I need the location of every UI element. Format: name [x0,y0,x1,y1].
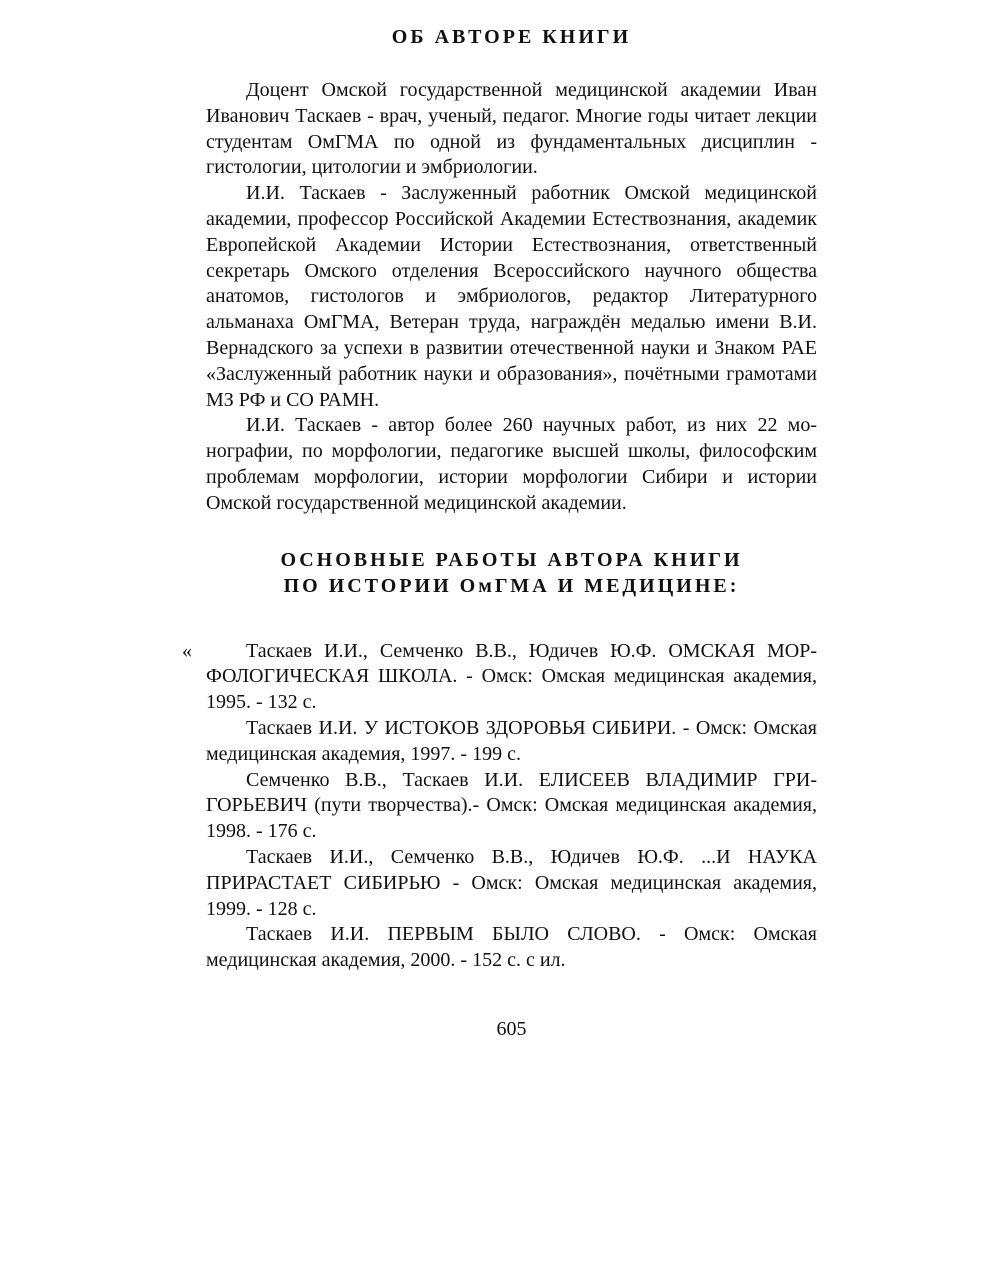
works-title [206,547,817,599]
about-paragraph: Доцент Омской государственной медицинской академии Иван Иванович Таскаев - врач, ученый, педагог. Многие годы читает лекции студентам ОмГМА по одной из фундаментальных дисциплин - гистологии, цитологии и эмбриологии. [206,79,817,179]
works-list-item: Таскаев И.И., Семченко В.В., Юдичев Ю.Ф. ...И НАУКА ПРИРАСТАЕТ СИБИРЬЮ - Омск: Омская медицинская академия, 1999. - 128 с. [206,845,817,920]
works-list-item: Таскаев И.И. У ИСТОКОВ ЗДОРОВЬЯ СИБИРИ. - Омск: Омская медицинская академия, 1997. - 199 с. [206,716,817,765]
page-number: 605 [496,1017,527,1040]
works-list-item: Таскаев И.И., Семченко В.В., Юдичев Ю.Ф. ОМСКАЯ МОРФОЛОГИЧЕСКАЯ ШКОЛА. - Омск: Омская медицинская академия, 1995. - 132 с. [206,639,817,714]
about-title: ОБ АВТОРЕ КНИГИ [391,26,632,48]
about-paragraph: И.И. Таскаев - автор более 260 научных работ, из них 22 монографии, по морфологии, педагогике высшей школы, философским проблемам морфологии, истории морфологии Сибири и истории Омской государственной медицинской академии. [206,414,817,514]
about-section [206,78,817,517]
works-list-item: Семченко В.В., Таскаев И.И. ЕЛИСЕЕВ ВЛАДИМИР ГРИГОРЬЕВИЧ (пути творчества).- Омск: Омская медицинская академия, 1998. - 176 с. [206,768,817,843]
works-list-item: Таскаев И.И. ПЕРВЫМ БЫЛО СЛОВО. - Омск: Омская медицинская академия, 2000. - 152 с. с ил. [206,923,817,972]
quote-mark: « [182,639,192,662]
works-list [182,639,817,974]
works-first-item-wrapper [182,639,817,716]
about-paragraph: И.И. Таскаев - Заслуженный работник Омской медицинской академии, профессор Российской Академии Естествознания, академик Европейской Академии Истории Естествознания, ответственный секретарь Омского отделения Всероссийского научного общества анатомов, гистологов и эмбриологов, редактор Литературного альманаха ОмГМА, Ветеран труда, награждён медалью имени В.И. Вернадского за успехи в развитии отечественной науки и Знаком РАЕ «Заслуженный работник науки и образования», почётными грамотами МЗ РФ и СО РАМН. [206,182,817,411]
works-title-line-2: ПО ИСТОРИИ ОмГМА И МЕДИЦИНЕ: [283,574,740,597]
document-page [182,24,817,1041]
works-title-line-1: ОСНОВНЫЕ РАБОТЫ АВТОРА КНИГИ [280,548,743,571]
